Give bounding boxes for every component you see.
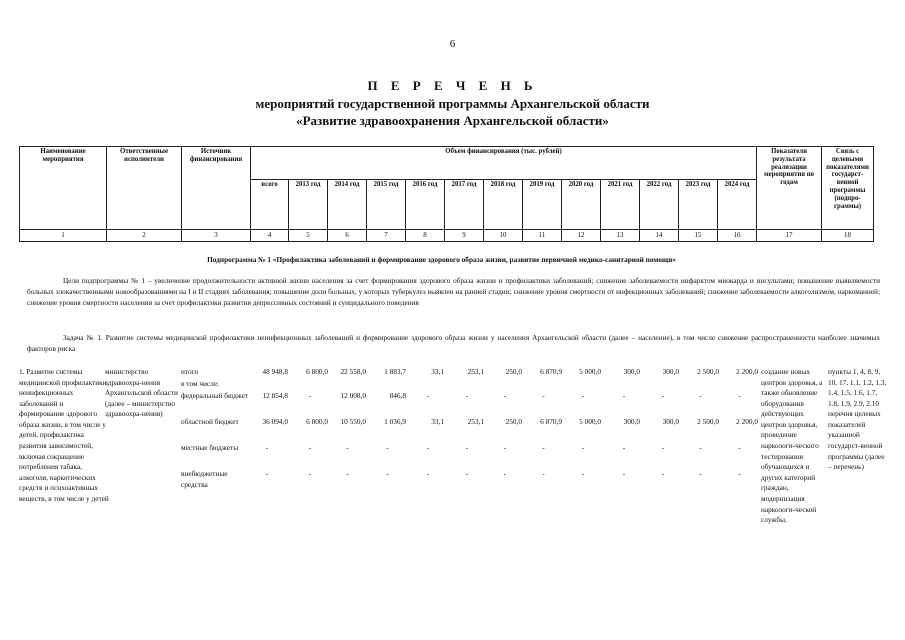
funding-value: - bbox=[465, 469, 469, 478]
column-number: 9 bbox=[445, 230, 484, 242]
funding-value: - bbox=[346, 443, 349, 452]
funding-value: - bbox=[465, 391, 469, 400]
funding-source-label: местные бюджеты bbox=[181, 443, 239, 452]
funding-value: - bbox=[386, 443, 389, 452]
header-year: 2022 год bbox=[640, 180, 679, 230]
funding-value: - bbox=[542, 469, 545, 478]
header-link: Связь с целевыми показателями государст-венной программы (подпро-граммы) bbox=[822, 147, 874, 230]
funding-row bbox=[19, 417, 889, 428]
funding-value: - bbox=[503, 443, 507, 452]
activity-name: 1. Развитие системы медицинской профилактики неинфекционных заболеваний и формирование здорового образа жизни, в том числе у детей, профилактика развития зависимостей, включая сокращение потребления табака, алкоголя, наркотических средств и психоактивных веществ, в том числе у детей bbox=[19, 367, 109, 503]
column-number: 14 bbox=[640, 230, 679, 242]
column-number: 1 bbox=[20, 230, 107, 242]
funding-value: - bbox=[581, 391, 585, 400]
funding-value: 250,0 bbox=[505, 367, 522, 376]
funding-value: - bbox=[503, 469, 507, 478]
funding-row bbox=[19, 443, 889, 454]
column-number: 10 bbox=[484, 230, 523, 242]
header-year: 2015 год bbox=[367, 180, 406, 230]
page-number: 6 bbox=[449, 38, 456, 50]
funding-value: - bbox=[465, 443, 469, 452]
task-paragraph: Задача № 1. Развитие системы медицинской профилактики неинфекционных заболеваний и формирование здорового образа жизни у населения Архангельской области (далее – население), в том числе снижение распространенности наиболее значимых факторов риска bbox=[27, 333, 880, 353]
funding-row bbox=[19, 391, 889, 402]
header-year: 2024 год bbox=[718, 180, 757, 230]
column-number: 5 bbox=[289, 230, 328, 242]
funding-value: - bbox=[661, 391, 665, 400]
funding-value: 300,0 bbox=[623, 367, 640, 376]
funding-value: - bbox=[308, 391, 312, 400]
column-numbers-row bbox=[20, 230, 874, 242]
funding-value: 10 550,0 bbox=[340, 417, 366, 426]
funding-value: - bbox=[426, 391, 430, 400]
funding-value: - bbox=[346, 469, 349, 478]
header-funding: Объем финансирования (тыс. рублей) bbox=[251, 147, 757, 180]
funding-value: 1 036,9 bbox=[384, 417, 406, 426]
column-number: 6 bbox=[328, 230, 367, 242]
funding-value: 2 500,0 bbox=[697, 367, 719, 376]
column-number: 11 bbox=[523, 230, 562, 242]
column-number: 13 bbox=[601, 230, 640, 242]
document-subtitle: мероприятий государственной программы Архангельской области bbox=[255, 96, 650, 111]
funding-value: 6 800,0 bbox=[306, 367, 328, 376]
header-year: 2019 год bbox=[523, 180, 562, 230]
header-responsible: Ответственные исполнители bbox=[107, 147, 182, 230]
funding-value: - bbox=[661, 443, 665, 452]
funding-value: - bbox=[622, 443, 626, 452]
funding-value: - bbox=[386, 469, 389, 478]
header-year: 2021 год bbox=[601, 180, 640, 230]
funding-value: 5 000,0 bbox=[579, 367, 601, 376]
column-number: 3 bbox=[182, 230, 251, 242]
funding-value: 5 000,0 bbox=[579, 417, 601, 426]
funding-value: 48 948,8 bbox=[262, 367, 288, 376]
column-number: 15 bbox=[679, 230, 718, 242]
funding-value: - bbox=[542, 391, 545, 400]
column-number: 12 bbox=[562, 230, 601, 242]
funding-value: - bbox=[265, 469, 269, 478]
funding-row bbox=[19, 367, 889, 378]
funding-value: 6 800,0 bbox=[306, 417, 328, 426]
funding-value: - bbox=[699, 469, 702, 478]
funding-value: - bbox=[738, 469, 741, 478]
column-number: 4 bbox=[251, 230, 289, 242]
funding-value: - bbox=[426, 443, 430, 452]
funding-value: 2 200,0 bbox=[736, 367, 758, 376]
header-name: Наименование мероприятия bbox=[20, 147, 107, 230]
funding-value: - bbox=[622, 469, 626, 478]
header-source: Источник финансирования bbox=[182, 147, 251, 230]
funding-value: - bbox=[738, 391, 741, 400]
funding-value: - bbox=[581, 469, 585, 478]
funding-value: 846,8 bbox=[389, 391, 406, 400]
funding-value: 6 870,9 bbox=[540, 417, 562, 426]
column-number: 2 bbox=[107, 230, 182, 242]
funding-value: 22 558,0 bbox=[340, 367, 366, 376]
funding-value: 6 870,9 bbox=[540, 367, 562, 376]
funding-value: 300,0 bbox=[662, 417, 679, 426]
funding-value: 253,1 bbox=[467, 367, 484, 376]
header-indicators: Показатели результата реализации мероприятия по годам bbox=[757, 147, 822, 230]
header-total: всего bbox=[251, 180, 289, 230]
funding-source-label: областной бюджет bbox=[181, 417, 239, 426]
funding-value: - bbox=[308, 443, 312, 452]
header-year: 2020 год bbox=[562, 180, 601, 230]
funding-value: 33,1 bbox=[431, 417, 444, 426]
funding-value: - bbox=[308, 469, 312, 478]
funding-row bbox=[19, 379, 889, 390]
funding-value: 300,0 bbox=[662, 367, 679, 376]
header-year: 2023 год bbox=[679, 180, 718, 230]
funding-value: - bbox=[738, 443, 741, 452]
funding-value: 2 200,0 bbox=[736, 417, 758, 426]
funding-value: 253,1 bbox=[467, 417, 484, 426]
activity-responsible: министерство здравоохра-нения Архангельской области (далее – министерство здравоохра-нения) bbox=[105, 367, 178, 419]
funding-value: - bbox=[581, 443, 585, 452]
funding-value: - bbox=[699, 391, 702, 400]
funding-value: 1 883,7 bbox=[384, 367, 406, 376]
funding-value: 33,1 bbox=[431, 367, 444, 376]
column-number: 16 bbox=[718, 230, 757, 242]
funding-value: - bbox=[661, 469, 665, 478]
header-year: 2016 год bbox=[406, 180, 445, 230]
program-name: «Развитие здравоохранения Архангельской области» bbox=[296, 113, 609, 128]
funding-value: - bbox=[503, 391, 507, 400]
header-year: 2014 год bbox=[328, 180, 367, 230]
funding-value: - bbox=[622, 391, 626, 400]
funding-source-label: в том числе: bbox=[181, 379, 220, 388]
funding-source-label: внебюджетные средства bbox=[181, 469, 228, 489]
funding-value: 36 094,0 bbox=[262, 417, 288, 426]
funding-value: - bbox=[426, 469, 430, 478]
funding-value: 12 008,0 bbox=[340, 391, 366, 400]
funding-source-label: итого bbox=[181, 367, 199, 376]
funding-value: - bbox=[265, 443, 269, 452]
funding-source-label: федеральный бюджет bbox=[181, 391, 249, 400]
funding-row bbox=[19, 469, 889, 489]
column-number: 17 bbox=[757, 230, 822, 242]
header-year: 2017 год bbox=[445, 180, 484, 230]
column-number: 18 bbox=[822, 230, 874, 242]
funding-value: 12 854,8 bbox=[262, 391, 288, 400]
activity-links: пункты 1, 4, 8, 9, 10, 17, 1.1, 1.2, 1.3, 1.4, 1.5, 1.6, 1.7, 1.8, 1.9, 2.9, 2.10 перечня целевых показателей указанной государст-венной программы (далее – перечень) bbox=[828, 367, 887, 472]
column-number: 7 bbox=[367, 230, 406, 242]
funding-value: 300,0 bbox=[623, 417, 640, 426]
funding-value: 250,0 bbox=[505, 417, 522, 426]
column-number: 8 bbox=[406, 230, 445, 242]
header-table bbox=[19, 146, 874, 242]
activity-indicators: создание новых центров здоровья, а также обновление оборудования действующих центров здоровья, проведение наркологи-ческого тестирования обучающихся и других категорий граждан, модернизация наркологи-ческой службы, bbox=[761, 367, 823, 525]
funding-value: 2 500,0 bbox=[697, 417, 719, 426]
subprogram-title: Подпрограмма № 1 «Профилактика заболеваний и формирование здорового образа жизни, развитие первичной медико-санитарной помощи» bbox=[207, 255, 676, 264]
header-year: 2018 год bbox=[484, 180, 523, 230]
header-year: 2013 год bbox=[289, 180, 328, 230]
document-title: П Е Р Е Ч Е Н Ь bbox=[367, 78, 538, 93]
funding-value: - bbox=[699, 443, 702, 452]
goals-paragraph: Цели подпрограммы № 1 – увеличение продолжительности активной жизни населения за счет формирования здорового образа жизни и профилактики заболеваний; снижение заболеваемости инфарктом миокарда и инсультами; повышение выявляемости больных злокачественными новообразованиями на I и II стадиях заболевания; повышение доли больных, у которых туберкулез выявлен на ранней стадии; снижение уровня смертности от инфекционных заболеваний; снижение заболеваемости алкоголизмом, наркоманией; снижение уровня смертности населения за счет профилактики развития депрессивных состояний и суицидального поведения bbox=[27, 276, 880, 307]
funding-value: - bbox=[542, 443, 545, 452]
